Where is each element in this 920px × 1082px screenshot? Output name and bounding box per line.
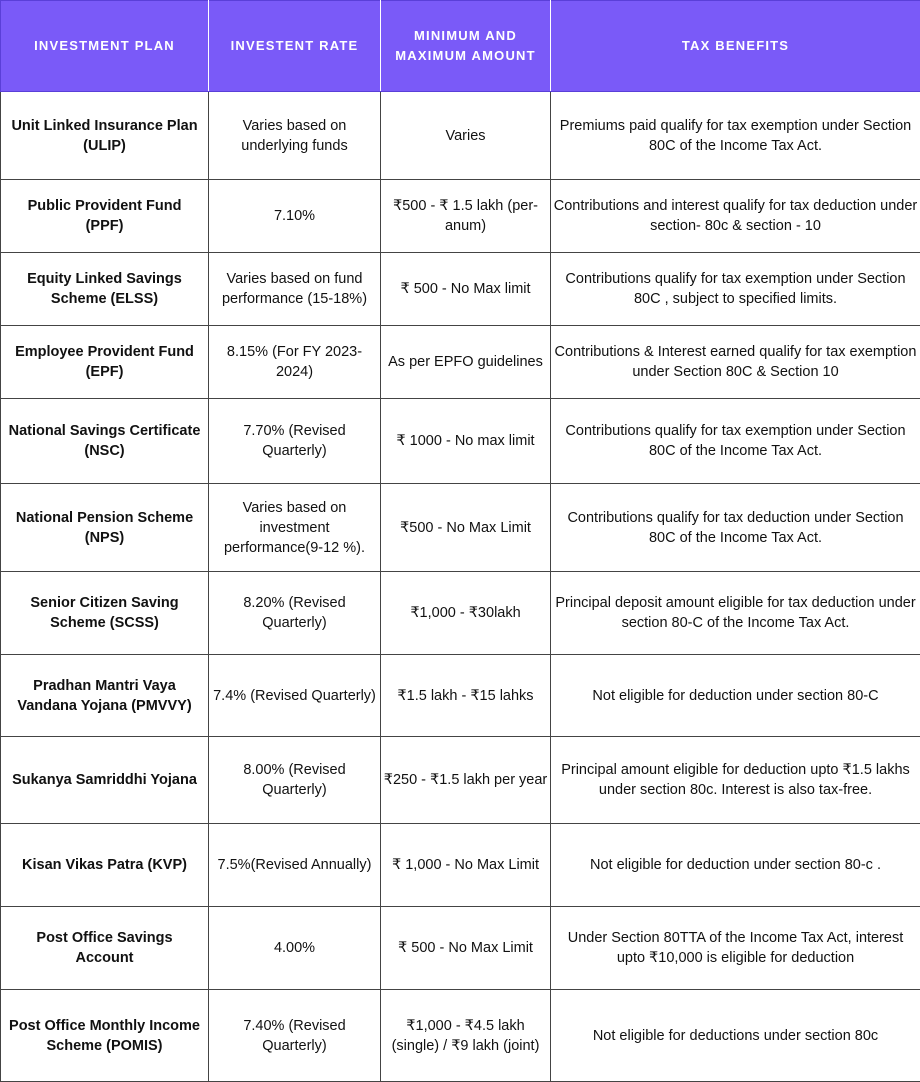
cell-amount: ₹1,000 - ₹4.5 lakh (single) / ₹9 lakh (joint)	[381, 990, 551, 1082]
cell-rate: 8.00% (Revised Quarterly)	[209, 737, 381, 824]
cell-plan: Pradhan Mantri Vaya Vandana Yojana (PMVVY)	[1, 655, 209, 737]
cell-plan: Senior Citizen Saving Scheme (SCSS)	[1, 572, 209, 655]
cell-amount: ₹1.5 lakh - ₹15 lahks	[381, 655, 551, 737]
cell-plan: Sukanya Samriddhi Yojana	[1, 737, 209, 824]
cell-amount: ₹500 - ₹ 1.5 lakh (per-anum)	[381, 180, 551, 253]
table-row	[1, 253, 920, 326]
cell-rate: 7.40% (Revised Quarterly)	[209, 990, 381, 1082]
cell-tax: Contributions and interest qualify for tax deduction under section- 80c & section - 10	[551, 180, 920, 253]
cell-rate: 8.15% (For FY 2023-2024)	[209, 326, 381, 399]
table-header	[1, 1, 920, 92]
cell-tax: Not eligible for deduction under section 80-C	[551, 655, 920, 737]
header-tax-benefits: TAX BENEFITS	[551, 1, 920, 92]
cell-rate: 7.5%(Revised Annually)	[209, 824, 381, 907]
header-min-max-amount: MINIMUM AND MAXIMUM AMOUNT	[381, 1, 551, 92]
table-row	[1, 399, 920, 484]
table-body	[1, 92, 920, 1082]
cell-rate: 4.00%	[209, 907, 381, 990]
cell-tax: Not eligible for deduction under section 80-c .	[551, 824, 920, 907]
cell-tax: Contributions & Interest earned qualify for tax exemption under Section 80C & Section 10	[551, 326, 920, 399]
cell-tax: Under Section 80TTA of the Income Tax Act, interest upto ₹10,000 is eligible for deduction	[551, 907, 920, 990]
cell-plan: Employee Provident Fund (EPF)	[1, 326, 209, 399]
cell-rate: 7.4% (Revised Quarterly)	[209, 655, 381, 737]
cell-plan: Equity Linked Savings Scheme (ELSS)	[1, 253, 209, 326]
table-row	[1, 326, 920, 399]
cell-plan: Public Provident Fund (PPF)	[1, 180, 209, 253]
table-row	[1, 484, 920, 572]
header-investment-plan: INVESTMENT PLAN	[1, 1, 209, 92]
header-investment-rate: INVESTENT RATE	[209, 1, 381, 92]
cell-tax: Not eligible for deductions under section 80c	[551, 990, 920, 1082]
cell-plan: Post Office Savings Account	[1, 907, 209, 990]
cell-amount: ₹ 1000 - No max limit	[381, 399, 551, 484]
cell-amount: ₹ 1,000 - No Max Limit	[381, 824, 551, 907]
cell-tax: Principal amount eligible for deduction upto ₹1.5 lakhs under section 80c. Interest is also tax-free.	[551, 737, 920, 824]
cell-amount: ₹250 - ₹1.5 lakh per year	[381, 737, 551, 824]
cell-amount: ₹1,000 - ₹30lakh	[381, 572, 551, 655]
table-row	[1, 180, 920, 253]
cell-rate: 7.10%	[209, 180, 381, 253]
table-row	[1, 655, 920, 737]
cell-plan: Unit Linked Insurance Plan (ULIP)	[1, 92, 209, 180]
cell-rate: Varies based on investment performance(9-12 %).	[209, 484, 381, 572]
table-row	[1, 737, 920, 824]
cell-amount: As per EPFO guidelines	[381, 326, 551, 399]
cell-plan: Post Office Monthly Income Scheme (POMIS)	[1, 990, 209, 1082]
cell-tax: Contributions qualify for tax exemption under Section 80C , subject to specified limits.	[551, 253, 920, 326]
cell-rate: Varies based on fund performance (15-18%)	[209, 253, 381, 326]
cell-plan: National Savings Certificate (NSC)	[1, 399, 209, 484]
cell-plan: Kisan Vikas Patra (KVP)	[1, 824, 209, 907]
cell-plan: National Pension Scheme (NPS)	[1, 484, 209, 572]
header-row	[1, 1, 920, 92]
cell-amount: ₹ 500 - No Max Limit	[381, 907, 551, 990]
cell-amount: ₹ 500 - No Max limit	[381, 253, 551, 326]
cell-tax: Contributions qualify for tax exemption under Section 80C of the Income Tax Act.	[551, 399, 920, 484]
cell-tax: Contributions qualify for tax deduction under Section 80C of the Income Tax Act.	[551, 484, 920, 572]
table-row	[1, 572, 920, 655]
cell-rate: 7.70% (Revised Quarterly)	[209, 399, 381, 484]
cell-rate: Varies based on underlying funds	[209, 92, 381, 180]
cell-amount: ₹500 - No Max Limit	[381, 484, 551, 572]
cell-tax: Premiums paid qualify for tax exemption under Section 80C of the Income Tax Act.	[551, 92, 920, 180]
table-row	[1, 92, 920, 180]
cell-tax: Principal deposit amount eligible for tax deduction under section 80-C of the Income Tax Act.	[551, 572, 920, 655]
table-row	[1, 824, 920, 907]
table-row	[1, 907, 920, 990]
cell-rate: 8.20% (Revised Quarterly)	[209, 572, 381, 655]
table-row	[1, 990, 920, 1082]
cell-amount: Varies	[381, 92, 551, 180]
